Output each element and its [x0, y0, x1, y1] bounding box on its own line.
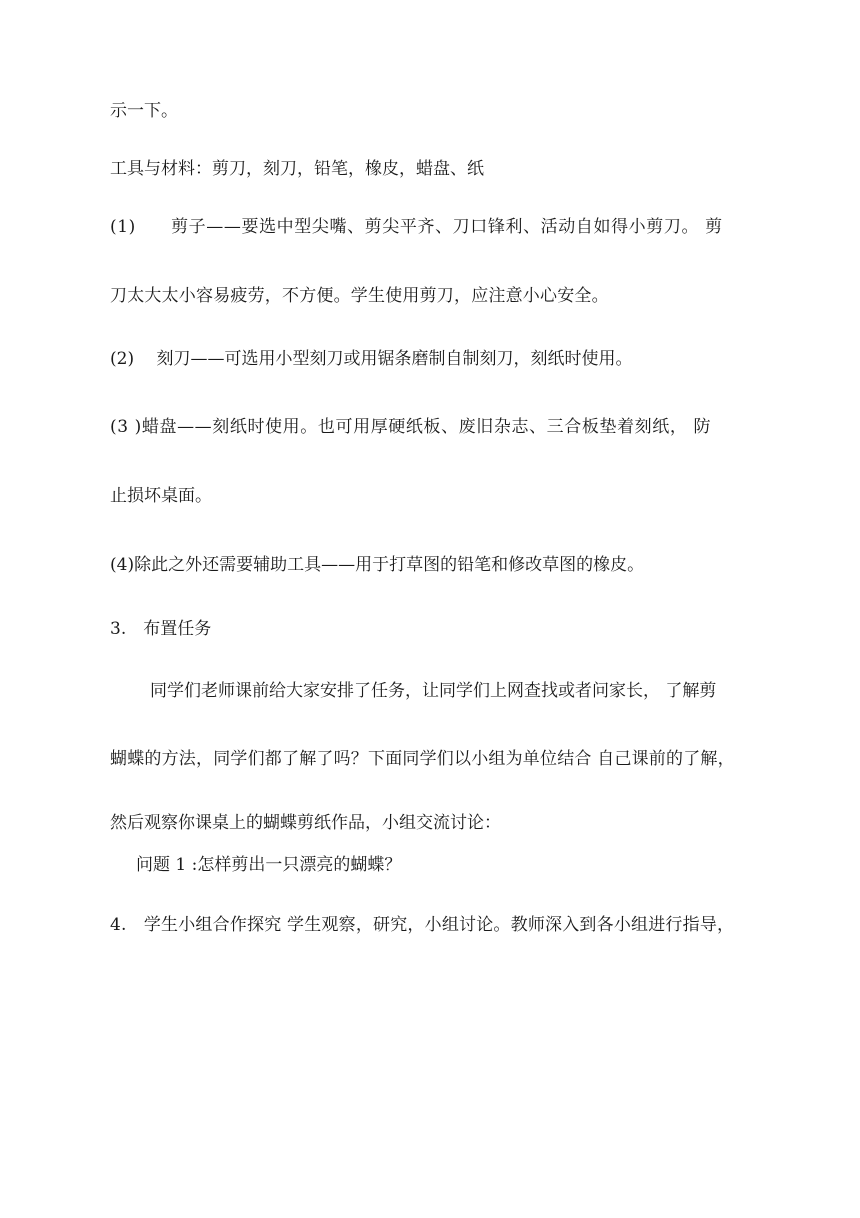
- text-line: 刀太大太小容易疲劳，不方便。学生使用剪刀，应注意小心安全。: [110, 286, 609, 306]
- text-line: 同学们老师课前给大家安排了任务，让同学们上网查找或者问家长， 了解剪: [150, 681, 717, 701]
- text-line: (2) 刻刀——可选用小型刻刀或用锯条磨制自制刻刀，刻纸时使用。: [110, 349, 633, 369]
- text-line: (4)除此之外还需要辅助工具——用于打草图的铅笔和修改草图的橡皮。: [110, 555, 645, 575]
- text-line: 止损坏桌面。: [110, 486, 212, 506]
- question-line: 问题 1 :怎样剪出一只漂亮的蝴蝶？: [136, 855, 402, 875]
- text-line: 蝴蝶的方法，同学们都了解了吗？下面同学们以小组为单位结合 自己课前的了解，: [110, 749, 735, 769]
- text-line: 工具与材料：剪刀，刻刀，铅笔，橡皮，蜡盘、纸: [110, 159, 484, 179]
- text-line: (1) 剪子——要选中型尖嘴、剪尖平齐、刀口锋利、活动自如得小剪刀。 剪: [110, 217, 723, 237]
- section-heading: 4. 学生小组合作探究 学生观察，研究，小组讨论。教师深入到各小组进行指导，: [110, 915, 735, 935]
- text-line: 然后观察你课桌上的蝴蝶剪纸作品，小组交流讨论：: [110, 813, 501, 833]
- section-heading: 3. 布置任务: [110, 619, 212, 639]
- text-line: 示一下。: [110, 101, 178, 121]
- text-line: (3 )蜡盘——刻纸时使用。也可用厚硬纸板、废旧杂志、三合板垫着刻纸， 防: [110, 417, 712, 437]
